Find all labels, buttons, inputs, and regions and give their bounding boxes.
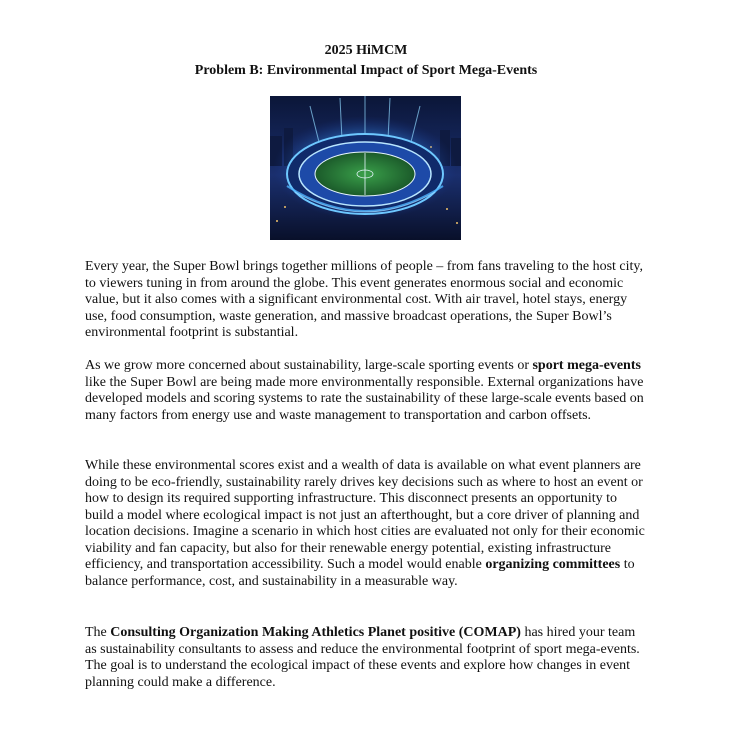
text-span: has hired your team as sustainability consultants to assess and reduce the environmental footprint of sport mega-events. The goal is to understand the ecological impact of these events and explore how changes in event planning could make a difference. [85,625,640,690]
paragraph-sustainability [85,358,645,424]
bold-term-comap: Consulting Organization Making Athletics Planet positive (COMAP) [110,625,521,640]
paragraph-opportunity [85,458,645,590]
text-span: While these environmental scores exist and a wealth of data is available on what event planners are doing to be eco-friendly, sustainability rarely drives key decisions such as where to host an event or how to design its required supporting infrastructure. This disconnect presents an opportunity to build a model where ecological impact is not just an afterthought, but a core driver of planning and location decisions. Imagine a scenario in which host cities are evaluated not only for their economic viability and fan capacity, but also for their renewable energy potential, existing infrastructure efficiency, and transportation accessibility. Such a model would enable [85,458,645,572]
paragraph-intro: Every year, the Super Bowl brings together millions of people – from fans traveling to the host city, to viewers tuning in from around the globe. This event generates enormous social and economic value, but it also comes with a significant environmental cost. With air travel, hotel stays, energy use, food consumption, waste generation, and massive broadcast operations, the Super Bowl’s environmental footprint is substantial. [85,259,644,340]
text-span: The [85,625,111,640]
document-title: 2025 HiMCM [324,43,408,58]
stadium-illustration [270,96,461,240]
text-span: like the Super Bowl are being made more environmentally responsible. External organizations have developed models and scoring systems to rate the sustainability of these large-scale events based on many factors from energy use and waste management to transportation and carbon offsets. [85,374,644,423]
bold-term-sport-mega-events: sport mega-events [532,358,641,373]
text-span: to balance performance, cost, and sustainability in a measurable way. [85,557,635,589]
problem-title: Problem B: Environmental Impact of Sport Mega-Events [194,63,538,78]
text-span: As we grow more concerned about sustainability, large-scale sporting events or [85,358,533,373]
bold-term-organizing-committees: organizing committees [485,557,621,572]
paragraph-comap [85,625,645,691]
